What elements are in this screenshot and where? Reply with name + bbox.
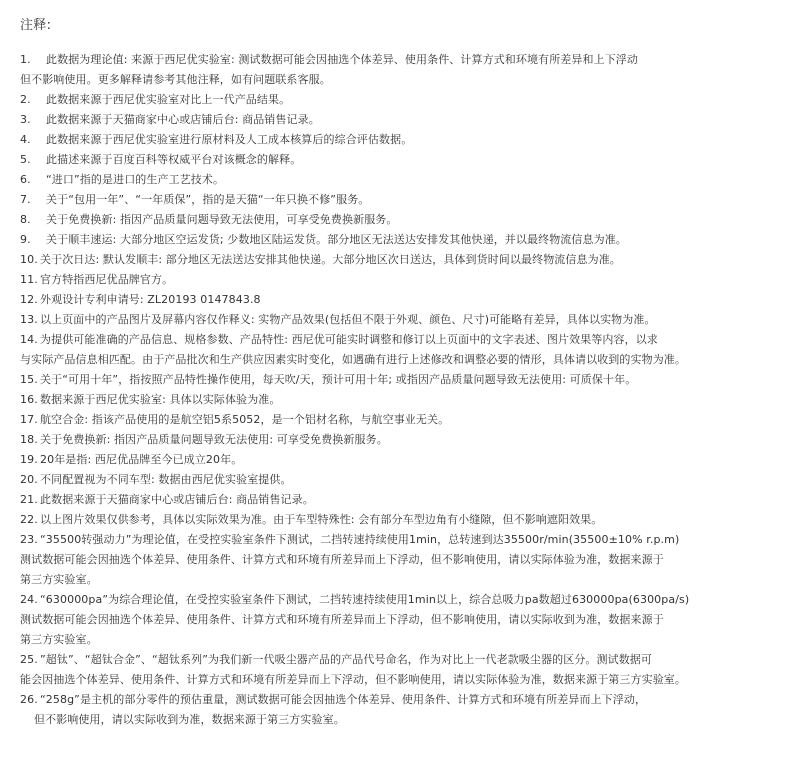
notes-heading: 注释:: [20, 18, 52, 33]
note-item: [20, 410, 782, 430]
note-text: 不同配置视为不同车型: 数据由西尼优实验室提供。: [40, 473, 292, 486]
note-first-line: [20, 210, 782, 230]
note-text: 关于顺丰速运: 大部分地区空运发货; 少数地区陆运发货。部分地区无法送达安排发其他快递，并以最终物流信息为准。: [46, 233, 627, 246]
note-text: 但不影响使用。更多解释请参考其他注释，如有问题联系客服。: [20, 73, 331, 86]
notes-list: [20, 50, 782, 730]
note-first-line: [20, 450, 782, 470]
note-item: [20, 110, 782, 130]
note-item: [20, 330, 782, 370]
note-text: “35500转强动力”为理论值，在受控实验室条件下测试，二挡转速持续使用1min，总转速到达35500r/min(35500±10% r.p.m): [40, 533, 680, 546]
note-item: [20, 530, 782, 590]
note-number: 6.: [20, 173, 31, 186]
note-continuation-line: [20, 550, 782, 570]
note-first-line: [20, 430, 782, 450]
note-text: 官方特指西尼优品牌官方。: [40, 273, 174, 286]
note-text: 为提供可能准确的产品信息、规格参数、产品特性: 西尼优可能实时调整和修订以上页面中的文字表述、图片效果等内容，以求: [40, 333, 658, 346]
note-text: ”超钛”、“超钛合金”、“超钛系列”为我们新一代吸尘器产品的产品代号命名，作为对比上一代老款吸尘器的区分。测试数据可: [40, 653, 652, 666]
note-item: [20, 150, 782, 170]
note-first-line: [20, 270, 782, 290]
note-first-line: [20, 530, 782, 550]
note-item: [20, 310, 782, 330]
note-text: 数据来源于西尼优实验室: 具体以实际体验为准。: [40, 393, 281, 406]
note-number: 17.: [20, 413, 38, 426]
note-first-line: [20, 490, 782, 510]
note-continuation-line: [20, 70, 782, 90]
note-number: 5.: [20, 153, 31, 166]
note-text: 外观设计专利申请号: ZL20193 0147843.8: [40, 293, 261, 306]
note-number: 4.: [20, 133, 31, 146]
note-number: 7.: [20, 193, 31, 206]
note-item: [20, 50, 782, 90]
note-text: 此描述来源于百度百科等权威平台对该概念的解释。: [46, 153, 302, 166]
note-continuation-line: [20, 670, 782, 690]
note-text: 以上页面中的产品图片及屏幕内容仅作释义: 实物产品效果(包括但不限于外观、颜色、尺寸)可能略有差异，具体以实物为准。: [40, 313, 656, 326]
note-item: [20, 390, 782, 410]
note-number: 9.: [20, 233, 31, 246]
note-text: 关于免费换新: 指因产品质量问题导致无法使用: 可享受免费换新服务。: [40, 433, 388, 446]
note-first-line: [20, 130, 782, 150]
note-number: 12.: [20, 293, 38, 306]
note-number: 20.: [20, 473, 38, 486]
note-item: [20, 650, 782, 690]
note-first-line: [20, 410, 782, 430]
note-first-line: [20, 510, 782, 530]
note-text: 测试数据可能会因抽选个体差异、使用条件、计算方式和环境有所差异而上下浮动，但不影响使用，请以实际收到为准，数据来源于: [20, 613, 664, 626]
note-text: “258g”是主机的部分零件的预估重量，测试数据可能会因抽选个体差异、使用条件、计算方式和环境有所差异而上下浮动，: [40, 693, 647, 706]
note-first-line: [20, 690, 782, 710]
note-first-line: [20, 470, 782, 490]
note-item: [20, 90, 782, 110]
note-first-line: [20, 50, 782, 70]
note-number: 14.: [20, 333, 38, 346]
note-text: “进口”指的是进口的生产工艺技术。: [46, 173, 225, 186]
note-item: [20, 590, 782, 650]
note-item: [20, 170, 782, 190]
note-item: [20, 210, 782, 230]
note-continuation-line: [20, 570, 782, 590]
note-item: [20, 270, 782, 290]
note-text: 第三方实验室。: [20, 573, 98, 586]
note-text: 此数据来源于西尼优实验室进行原材料及人工成本核算后的综合评估数据。: [46, 133, 413, 146]
note-text: 以上图片效果仅供参考，具体以实际效果为准。由于车型特殊性: 会有部分车型边角有小缝隙，但不影响遮阳效果。: [40, 513, 603, 526]
note-number: 16.: [20, 393, 38, 406]
note-continuation-line: [20, 350, 782, 370]
note-first-line: [20, 110, 782, 130]
note-item: [20, 510, 782, 530]
note-number: 10.: [20, 253, 38, 266]
note-first-line: [20, 230, 782, 250]
note-item: [20, 370, 782, 390]
note-number: 1.: [20, 53, 31, 66]
note-number: 18.: [20, 433, 38, 446]
note-number: 21.: [20, 493, 38, 506]
note-first-line: [20, 190, 782, 210]
note-number: 13.: [20, 313, 38, 326]
note-text: 能会因抽选个体差异、使用条件、计算方式和环境有所差异而上下浮动，但不影响使用，请以实际体验为准，数据来源于第三方实验室。: [20, 673, 686, 686]
note-item: [20, 430, 782, 450]
note-item: [20, 130, 782, 150]
note-first-line: [20, 170, 782, 190]
note-text: 20年是指: 西尼优品牌至今已成立20年。: [40, 453, 243, 466]
note-text: 此数据为理论值: 来源于西尼优实验室: 测试数据可能会因抽选个体差异、使用条件、计算方式和环境有所差异和上下浮动: [46, 53, 639, 66]
note-text: “630000pa”为综合理论值，在受控实验室条件下测试，二挡转速持续使用1min以上，综合总吸力pa数超过630000pa(6300pa/s): [40, 593, 690, 606]
note-text: 此数据来源于天猫商家中心或店铺后台: 商品销售记录。: [46, 113, 320, 126]
note-number: 24.: [20, 593, 38, 606]
note-text: 关于次日达: 默认发顺丰: 部分地区无法送达安排其他快递。大部分地区次日送达，具体到货时间以最终物流信息为准。: [40, 253, 621, 266]
note-text: 但不影响使用，请以实际收到为准，数据来源于第三方实验室。: [34, 713, 345, 726]
note-item: [20, 490, 782, 510]
note-item: [20, 290, 782, 310]
note-text: 此数据来源于西尼优实验室对比上一代产品结果。: [46, 93, 291, 106]
note-first-line: [20, 390, 782, 410]
note-continuation-line: [20, 710, 782, 730]
note-first-line: [20, 330, 782, 350]
note-number: 26.: [20, 693, 38, 706]
note-first-line: [20, 370, 782, 390]
note-number: 15.: [20, 373, 38, 386]
note-first-line: [20, 590, 782, 610]
note-text: 此数据来源于天猫商家中心或店铺后台: 商品销售记录。: [40, 493, 314, 506]
note-item: [20, 470, 782, 490]
note-first-line: [20, 310, 782, 330]
note-text: 关于“可用十年”，指按照产品特性操作使用，每天吹/天，预计可用十年; 或指因产品质量问题导致无法使用: 可质保十年。: [40, 373, 637, 386]
note-text: 航空合金: 指该产品使用的是航空铝5系5052，是一个铝材名称，与航空事业无关。: [40, 413, 450, 426]
note-first-line: [20, 290, 782, 310]
note-item: [20, 230, 782, 250]
note-item: [20, 250, 782, 270]
note-number: 11.: [20, 273, 38, 286]
note-first-line: [20, 650, 782, 670]
note-number: 23.: [20, 533, 38, 546]
note-item: [20, 190, 782, 210]
note-text: 关于免费换新: 指因产品质量问题导致无法使用，可享受免费换新服务。: [46, 213, 398, 226]
note-text: 关于“包用一年”、“一年质保”，指的是天猫“一年只换不修”服务。: [46, 193, 370, 206]
note-number: 25.: [20, 653, 38, 666]
note-text: 测试数据可能会因抽选个体差异、使用条件、计算方式和环境有所差异而上下浮动，但不影响使用，请以实际体验为准，数据来源于: [20, 553, 664, 566]
note-first-line: [20, 250, 782, 270]
note-continuation-line: [20, 630, 782, 650]
note-number: 2.: [20, 93, 31, 106]
note-continuation-line: [20, 610, 782, 630]
note-text: 与实际产品信息相匹配。由于产品批次和生产供应因素实时变化，如遇确有进行上述修改和调整必要的情形，具体请以收到的实物为准。: [20, 353, 686, 366]
note-number: 22.: [20, 513, 38, 526]
note-item: [20, 450, 782, 470]
note-text: 第三方实验室。: [20, 633, 98, 646]
note-number: 8.: [20, 213, 31, 226]
note-item: [20, 690, 782, 730]
note-first-line: [20, 90, 782, 110]
note-number: 19.: [20, 453, 38, 466]
note-number: 3.: [20, 113, 31, 126]
note-first-line: [20, 150, 782, 170]
